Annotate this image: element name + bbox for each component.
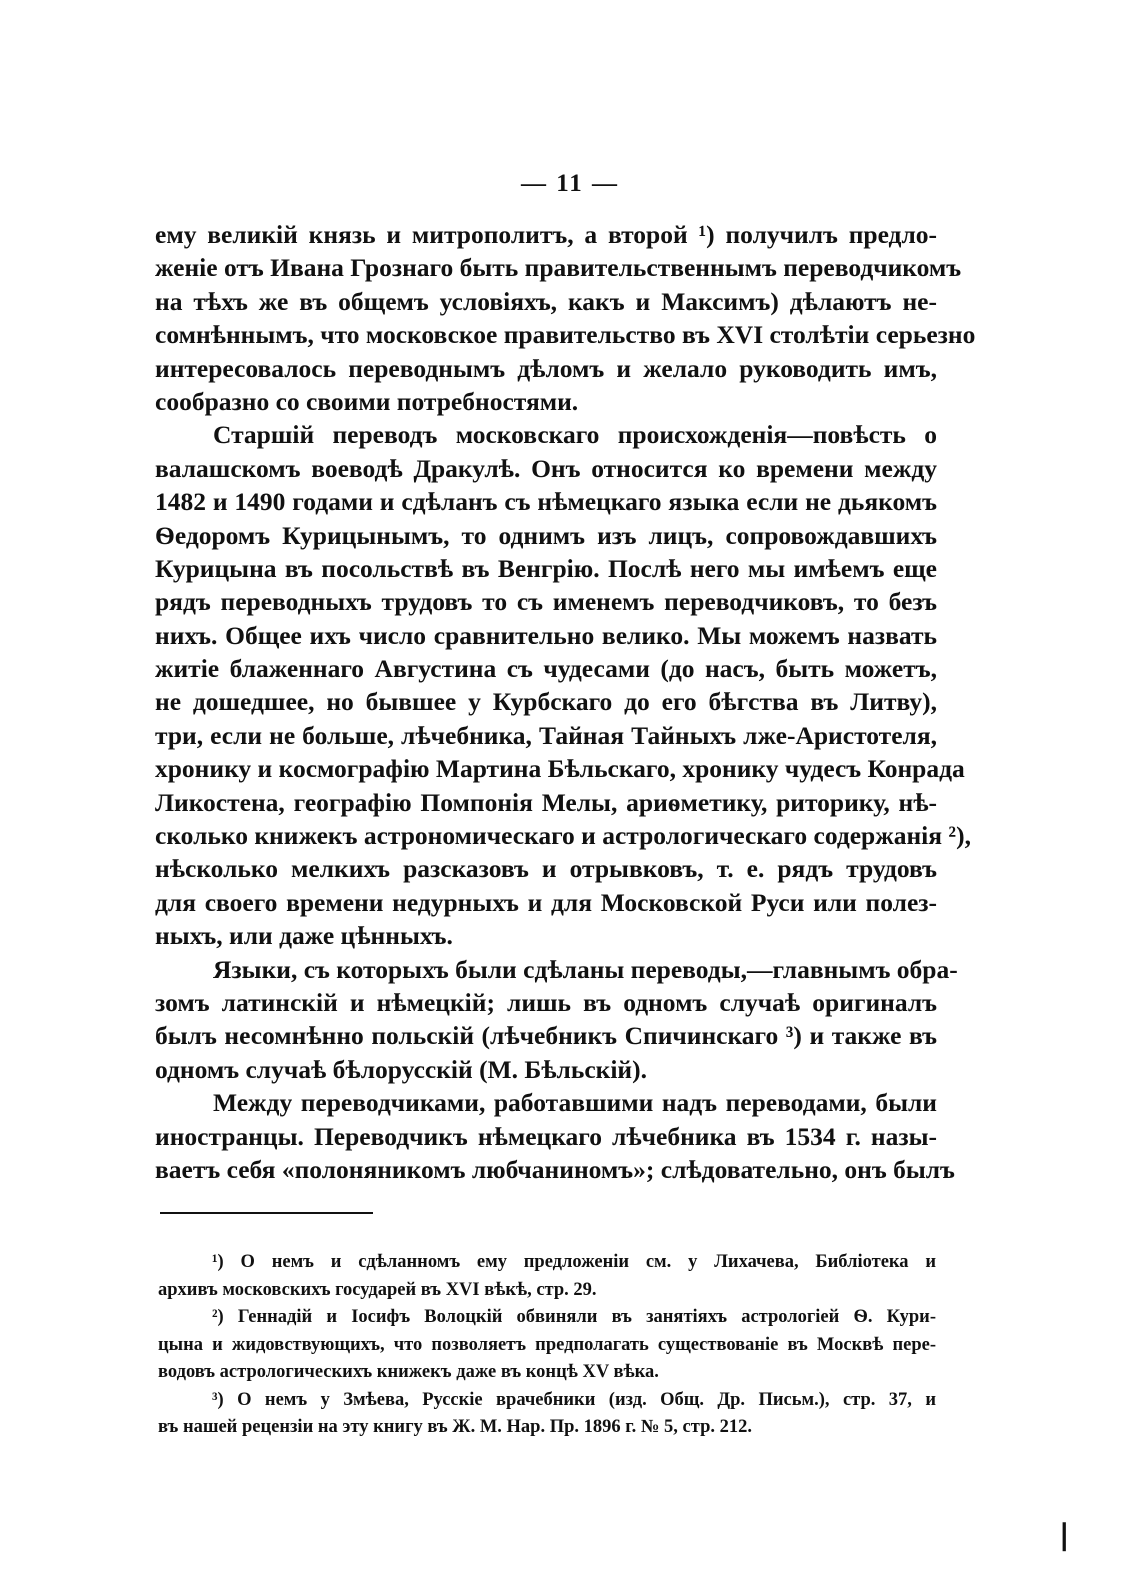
- text-line: три, если не больше, лѣчебника, Тайная Тайныхъ лже-Аристотеля,: [155, 720, 937, 750]
- text-line: ныхъ, или даже цѣнныхъ.: [155, 921, 453, 951]
- text-line: зомъ латинскій и нѣмецкій; лишь въ одномъ случаѣ оригиналъ: [155, 987, 937, 1017]
- footnote-line: ³) О немъ у Змѣева, Русскіе врачебники (изд. Общ. Др. Письм.), стр. 37, и: [212, 1389, 936, 1410]
- text-line: рядъ переводныхъ трудовъ то съ именемъ переводчиковъ, то безъ: [155, 587, 937, 617]
- footnote-line: въ нашей рецензіи на эту книгу въ Ж. М. Нар. Пр. 1896 г. № 5, стр. 212.: [158, 1417, 752, 1437]
- text-line: Между переводчиками, работавшими надъ переводами, были: [213, 1088, 937, 1118]
- page-number: — 11 —: [520, 170, 620, 197]
- footnote-divider: [160, 1212, 373, 1214]
- text-line: валашскомъ воеводѣ Дракулѣ. Онъ относится ко времени между: [155, 453, 937, 483]
- text-line: одномъ случаѣ бѣлорусскій (М. Бѣльскій).: [155, 1054, 647, 1084]
- text-line: нѣсколько мелкихъ разсказовъ и отрывковъ, т. е. рядъ трудовъ: [155, 854, 937, 884]
- footnote-line: архивъ московскихъ государей въ XVI вѣкѣ, стр. 29.: [158, 1279, 597, 1300]
- scan-speck: ❘: [1052, 1520, 1076, 1551]
- footnote-line: цына и жидовствующихъ, что позволяетъ предполагать существованіе въ Москвѣ пере-: [158, 1334, 936, 1355]
- footnotes: [158, 1249, 936, 1442]
- text-line: на тѣхъ же въ общемъ условіяхъ, какъ и Максимъ) дѣлаютъ не-: [155, 286, 937, 316]
- footnote-line: ²) Геннадій и Іосифъ Волоцкій обвиняли въ занятіяхъ астрологіей Ѳ. Кури-: [212, 1307, 936, 1327]
- text-line: Курицына въ посольствѣ въ Венгрію. Послѣ него мы имѣемъ еще: [155, 553, 937, 583]
- footnote-line: ¹) О немъ и сдѣланномъ ему предложеніи см. у Лихачева, Библіотека и: [212, 1252, 936, 1272]
- text-line: ему великій князь и митрополитъ, а второй ¹) получилъ предло-: [155, 220, 937, 249]
- text-line: 1482 и 1490 годами и сдѣланъ съ нѣмецкаго языка если не дьякомъ: [155, 487, 937, 517]
- main-text: [155, 218, 976, 1186]
- text-line: житіе блаженнаго Августина съ чудесами (до насъ, быть можетъ,: [155, 654, 937, 684]
- text-line: хронику и космографію Мартина Бѣльскаго, хронику чудесъ Конрада: [155, 754, 965, 784]
- text-line: Старшій переводъ московскаго происхожденія—повѣсть о: [213, 420, 937, 450]
- text-line: Ѳедоромъ Курицынымъ, то однимъ изъ лицъ, сопровождавшихъ: [155, 520, 937, 550]
- text-line: иностранцы. Переводчикъ нѣмецкаго лѣчебника въ 1534 г. назы-: [155, 1121, 937, 1151]
- text-line: Ликостена, географію Помпонія Мелы, ариѳметику, риторику, нѣ-: [155, 787, 937, 817]
- text-line: для своего времени недурныхъ и для Московской Руси или полез-: [155, 887, 937, 917]
- text-line: не дошедшее, но бывшее у Курбскаго до его бѣгства въ Литву),: [155, 687, 937, 717]
- text-line: сомнѣннымъ, что московское правительство въ XVI столѣтіи серьезно: [155, 320, 976, 350]
- text-line: сколько книжекъ астрономическаго и астрологическаго содержанія ²),: [155, 821, 971, 851]
- text-line: интересовалось переводнымъ дѣломъ и желало руководить имъ,: [155, 353, 937, 383]
- text-line: былъ несомнѣнно польскій (лѣчебникъ Спичинскаго ³) и также въ: [155, 1021, 937, 1051]
- text-line: ваетъ себя «полоняникомъ любчаниномъ»; слѣдовательно, онъ былъ: [155, 1154, 955, 1184]
- text-line: женіе отъ Ивана Грознаго быть правительственнымъ переводчикомъ: [155, 253, 962, 283]
- text-line: нихъ. Общее ихъ число сравнительно велико. Мы можемъ назвать: [155, 620, 937, 650]
- footnote-line: водовъ астрологическихъ книжекъ даже въ концѣ XV вѣка.: [158, 1362, 659, 1382]
- text-line: сообразно со своими потребностями.: [155, 386, 579, 416]
- text-line: Языки, съ которыхъ были сдѣланы переводы,—главнымъ обра-: [213, 954, 958, 984]
